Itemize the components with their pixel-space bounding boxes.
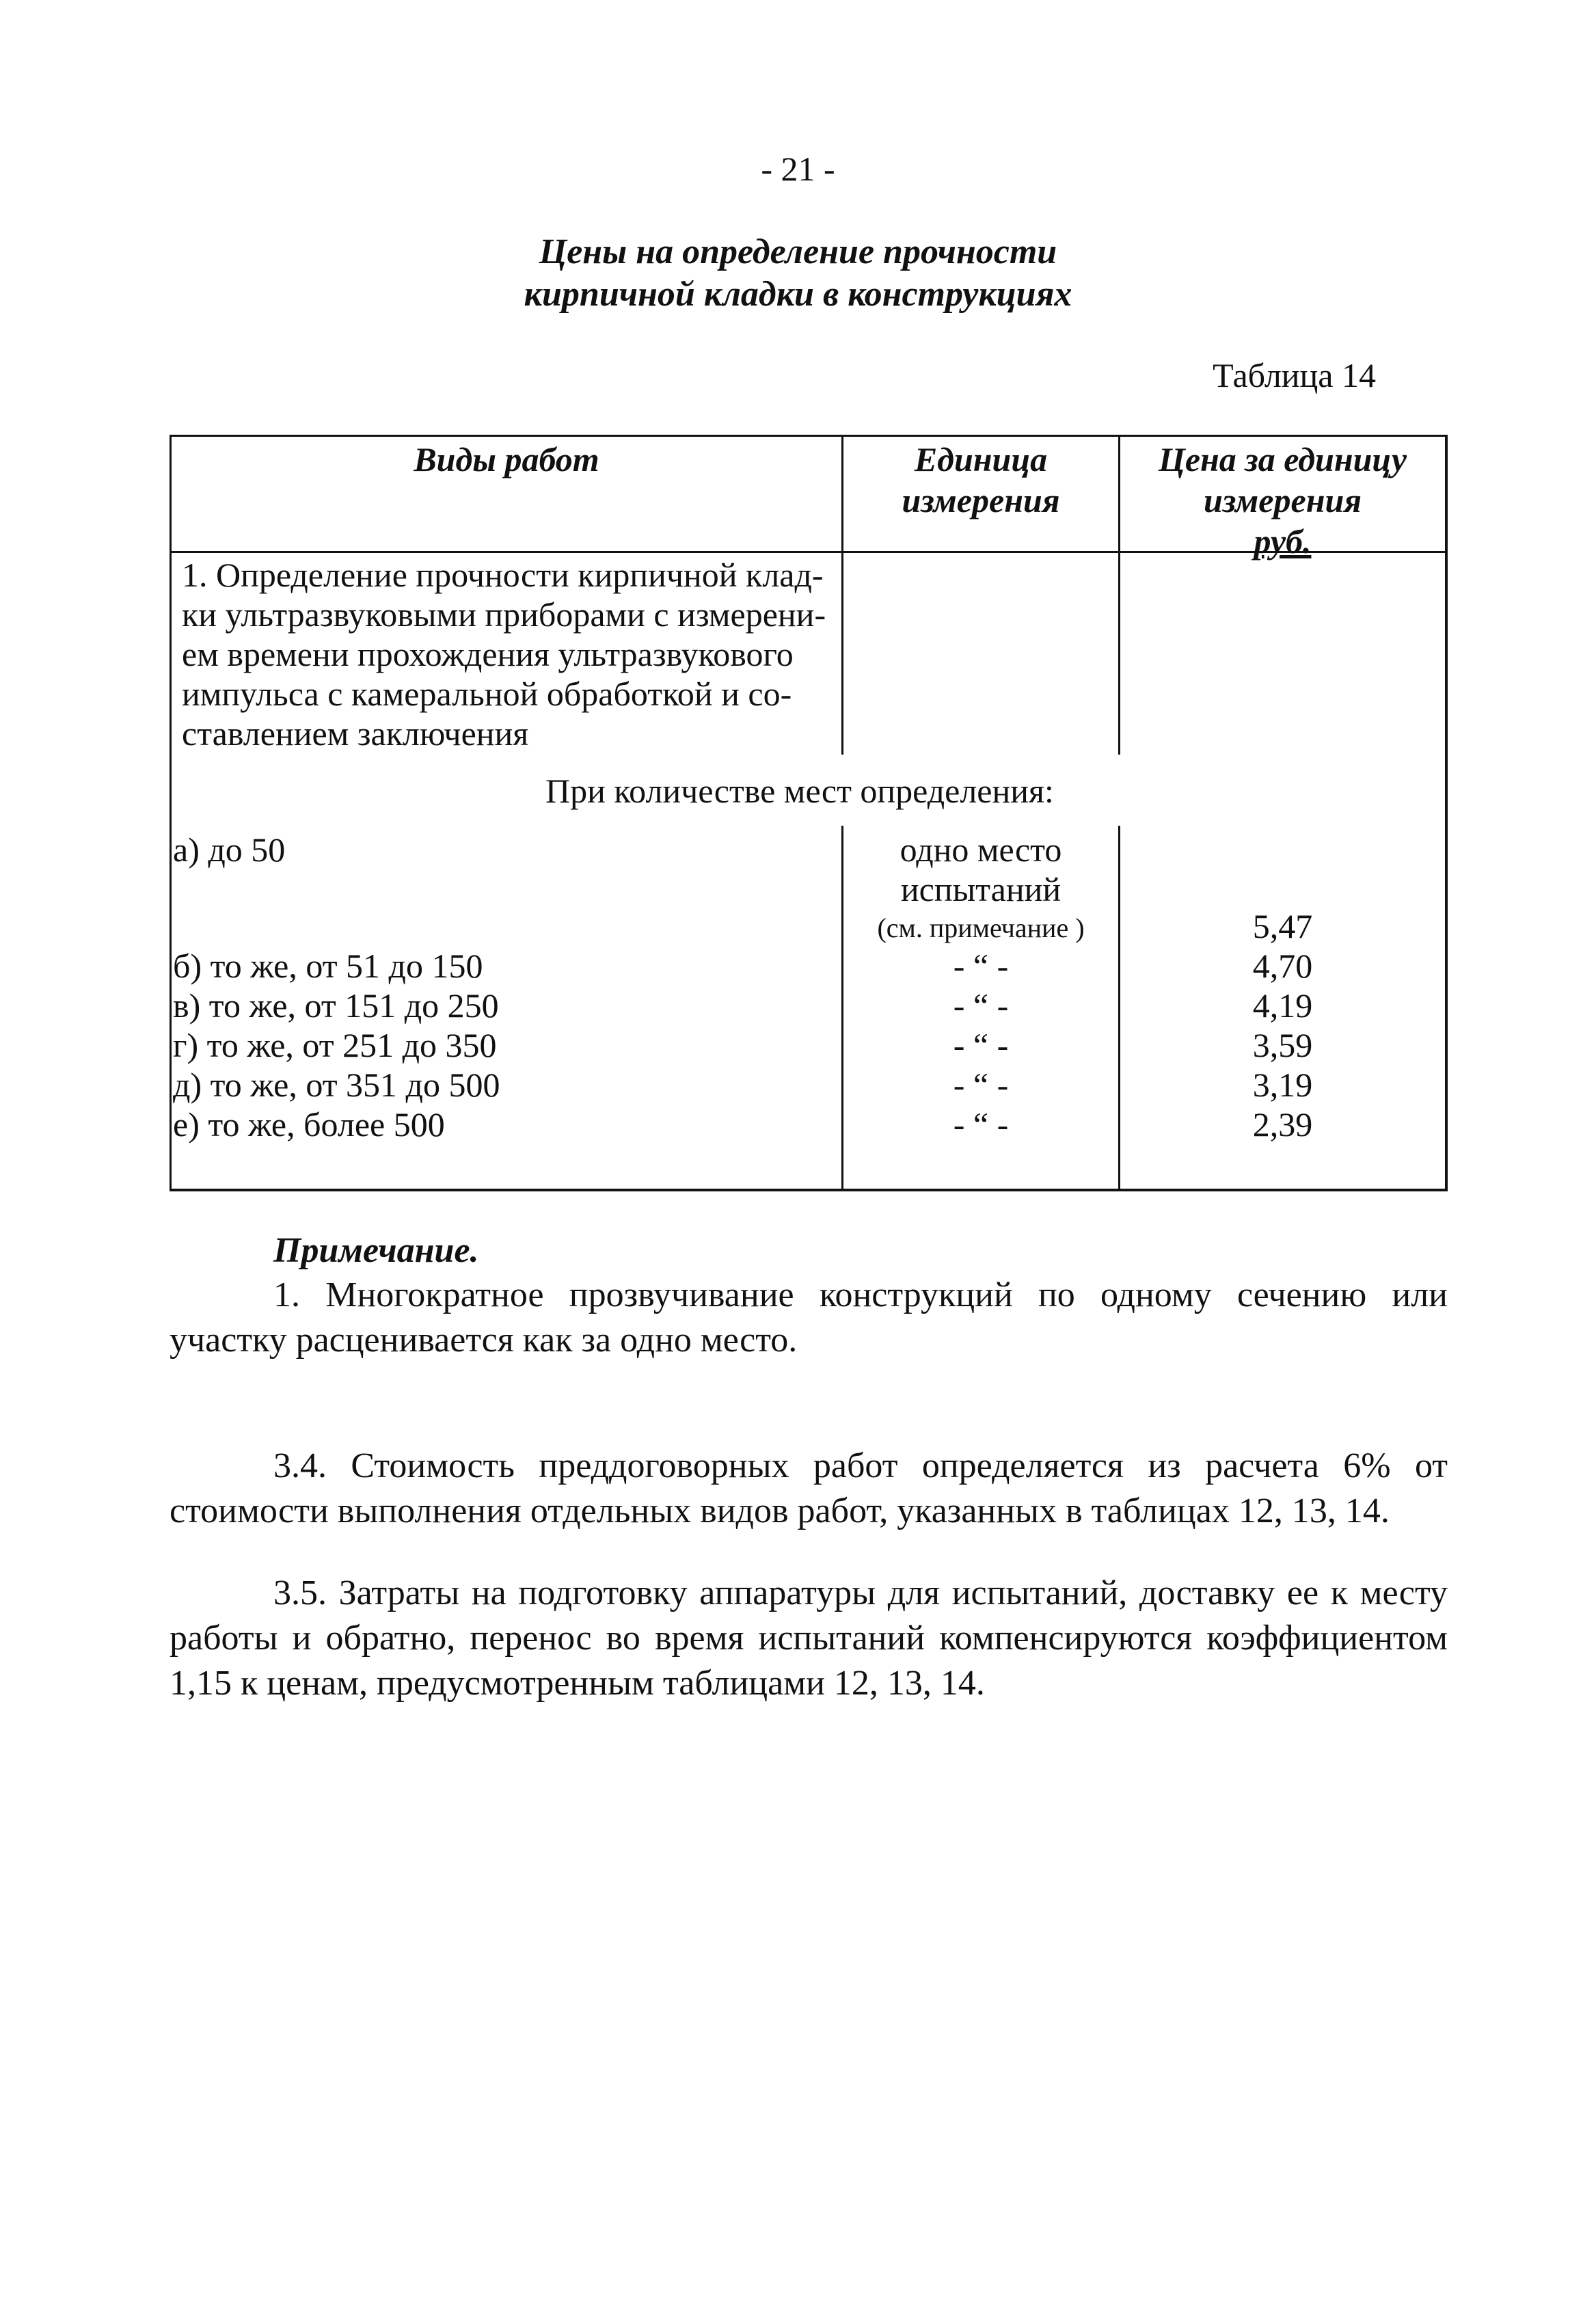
- row-label: е) то же, более 500: [173, 1105, 445, 1144]
- row-label: д) то же, от 351 до 500: [173, 1066, 500, 1104]
- table-border-bottom: [170, 1189, 1448, 1191]
- row-unit: - “ -: [953, 1066, 1009, 1104]
- row-unit: - “ -: [953, 986, 1009, 1025]
- row-unit-line-2: испытаний: [900, 870, 1061, 908]
- paragraph-3-5: 3.5. Затраты на подготовку аппаратуры для испытаний, доставку ее к месту работы и обратно, перенос во время испытаний компенсируются коэффициентом 1,15 к ценам, предусмотренным таблицами 12, 13, 14.: [170, 1573, 1448, 1703]
- item-1-line: импульса с камеральной обработкой и со-: [182, 675, 792, 713]
- row-unit: - “ -: [953, 1026, 1009, 1064]
- item-1-line: ставлением заключения: [182, 714, 529, 753]
- header-unit: [843, 439, 1118, 521]
- header-price-line-3: руб.: [1254, 522, 1312, 560]
- price-table: [170, 435, 1448, 1192]
- table-border-left: [170, 435, 172, 1191]
- note-text: 1. Многократное прозвучивание конструкций по одному сечению или участку расценивается как за одно место.: [170, 1275, 1448, 1360]
- table-border-right: [1445, 435, 1448, 1191]
- row-price: 4,70: [1252, 947, 1313, 985]
- table-label: Таблица 14: [1213, 356, 1376, 394]
- row-price: 5,47: [1252, 907, 1313, 945]
- table-border-top: [170, 435, 1448, 437]
- note-heading: Примечание.: [273, 1231, 479, 1270]
- row-unit-line-1: одно место: [900, 830, 1062, 869]
- item-1-line: 1. Определение прочности кирпичной клад-: [182, 556, 824, 594]
- row-price: 4,19: [1252, 986, 1313, 1025]
- item-1-description: [182, 555, 835, 753]
- row-price: 3,59: [1252, 1026, 1313, 1064]
- header-price-line-2: измерения: [1203, 481, 1362, 519]
- item-1-line: ем времени прохождения ультразвукового: [182, 635, 794, 673]
- row-label: б) то же, от 51 до 150: [173, 947, 483, 985]
- row-label: а) до 50: [173, 830, 286, 869]
- row-unit-note: (см. примечание ): [877, 913, 1085, 943]
- row-label: в) то же, от 151 до 250: [173, 986, 499, 1025]
- header-price: [1120, 439, 1445, 562]
- paragraph-3-4: 3.4. Стоимость преддоговорных работ определяется из расчета 6% от стоимости выполнения отдельных видов работ, указанных в таблицах 12, 13, 14.: [170, 1446, 1448, 1530]
- row-unit: - “ -: [953, 1105, 1009, 1144]
- row-price: 3,19: [1252, 1066, 1313, 1104]
- page-number: - 21 -: [761, 150, 835, 188]
- row-label: г) то же, от 251 до 350: [173, 1026, 497, 1064]
- header-unit-line-1: Единица: [914, 440, 1048, 478]
- item-1-line: ки ультразвуковыми приборами с измерени-: [182, 595, 826, 634]
- row-price: 2,39: [1252, 1105, 1313, 1144]
- header-work-type: Виды работ: [414, 440, 599, 478]
- table-subheading: При количестве мест определения:: [545, 772, 1054, 810]
- title-line-1: Цены на определение прочности: [539, 232, 1057, 271]
- title-line-2: кирпичной кладки в конструкциях: [524, 275, 1072, 314]
- row-unit: - “ -: [953, 947, 1009, 985]
- header-unit-line-2: измерения: [902, 481, 1060, 519]
- row-unit: [843, 830, 1118, 947]
- header-price-line-1: Цена за единицу: [1158, 440, 1407, 478]
- page-title: [0, 231, 1596, 316]
